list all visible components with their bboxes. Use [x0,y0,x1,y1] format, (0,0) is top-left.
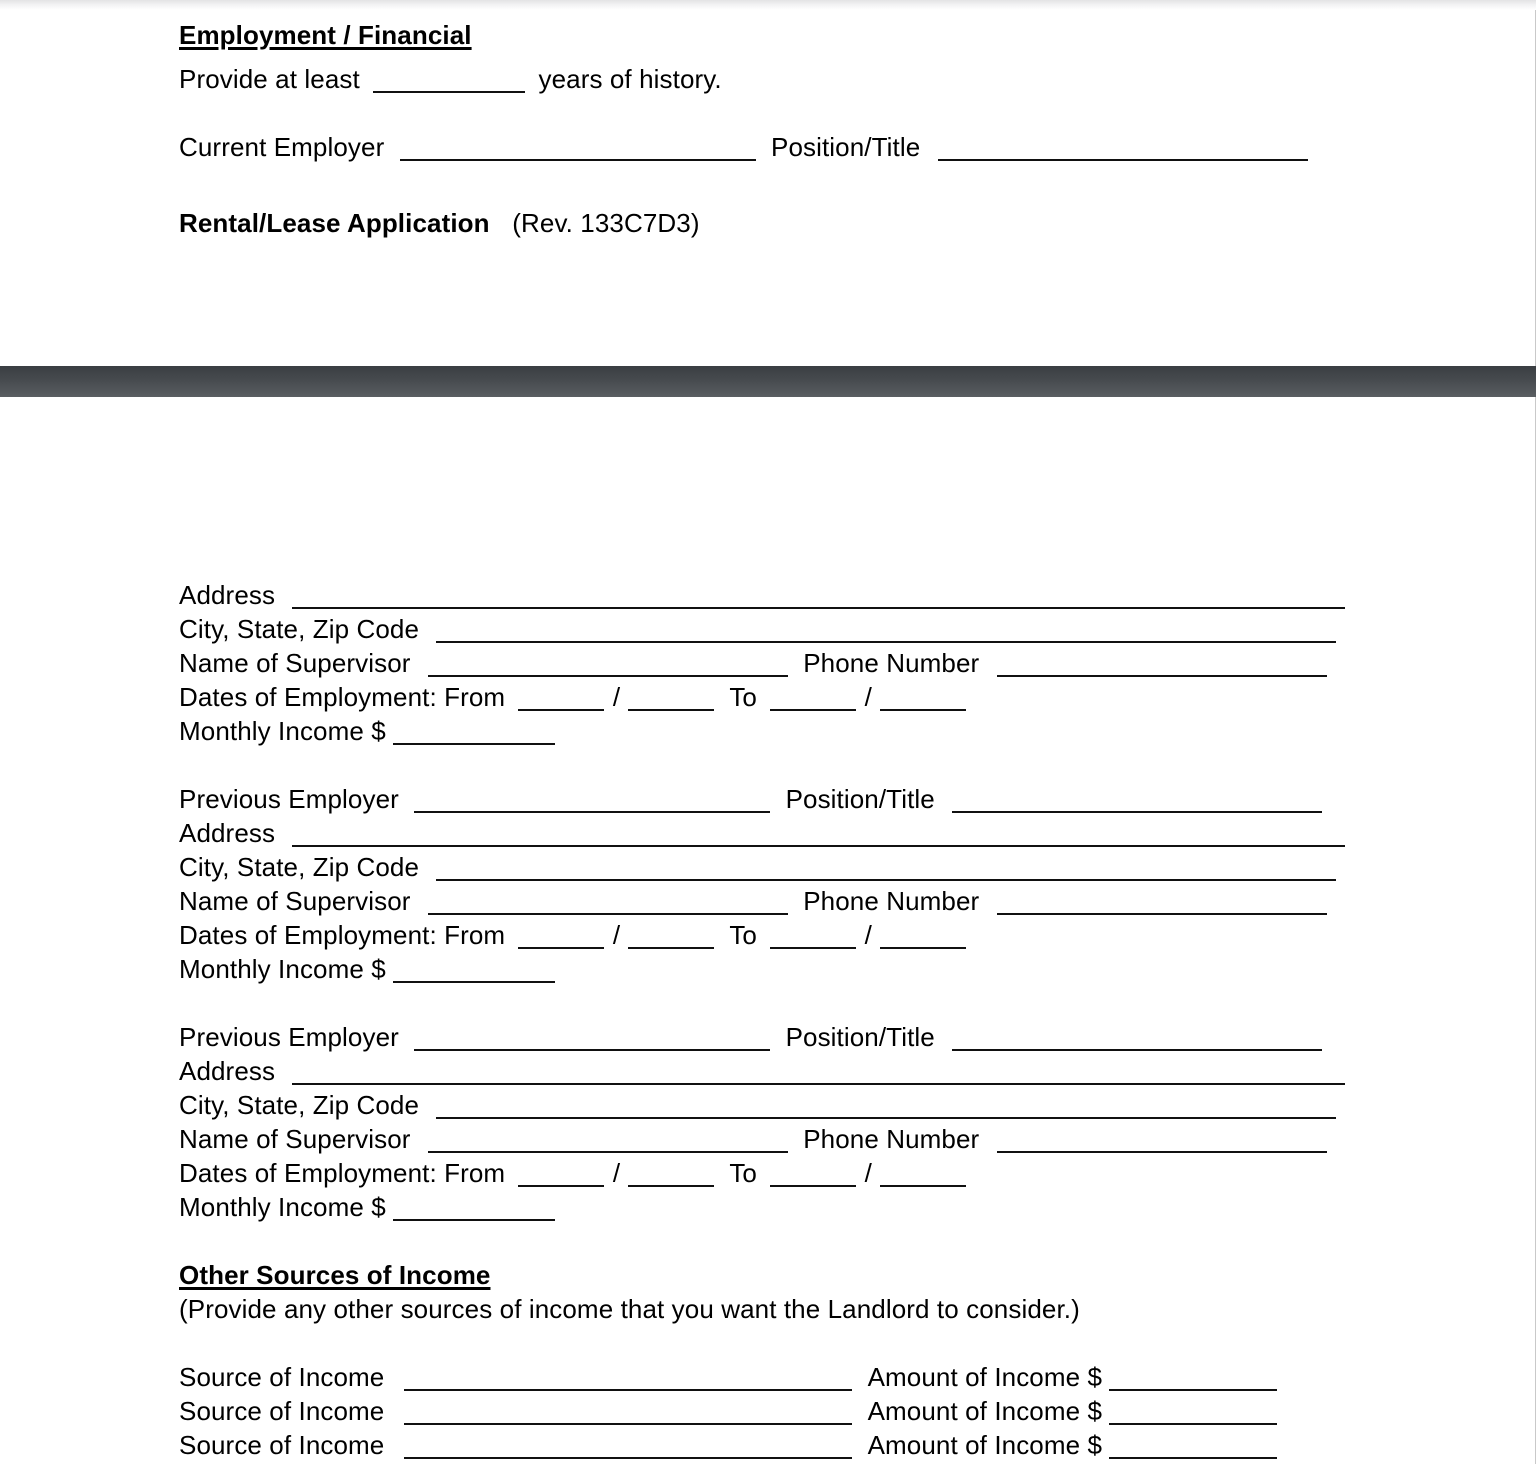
previous-employer-label: Previous Employer [179,784,399,814]
supervisor-blank[interactable] [428,913,788,915]
phone-blank[interactable] [997,1151,1327,1153]
history-prefix-label: Provide at least [179,64,360,94]
city-state-zip-label: City, State, Zip Code [179,1090,420,1120]
block-spacer-2 [179,986,1345,1020]
previous-employer-blank[interactable] [414,1049,770,1051]
employment-history-continued [179,578,1345,1462]
page-top [0,0,1536,366]
section-heading-other-sources-of-income: Other Sources of Income [179,1260,491,1290]
employment-financial-section [179,18,1308,240]
monthly-income-blank[interactable] [393,981,555,983]
source-of-income-row [179,1360,1345,1394]
dates-label: Dates of Employment: From [179,1158,506,1188]
history-suffix-label: years of history. [538,64,722,94]
to-month-blank[interactable] [770,1185,856,1187]
monthly-income-row [179,952,1345,986]
city-state-zip-blank[interactable] [436,879,1336,881]
other-income-heading-row [179,1258,1345,1292]
city-state-zip-row [179,850,1345,884]
from-slash: / [612,1158,621,1188]
address-label: Address [179,580,276,610]
to-slash: / [864,682,872,712]
phone-label: Phone Number [803,648,980,678]
supervisor-label: Name of Supervisor [179,886,411,916]
monthly-income-label: Monthly Income $ [179,716,386,746]
supervisor-label: Name of Supervisor [179,648,411,678]
to-year-blank[interactable] [880,947,966,949]
other-income-spacer [179,1326,1345,1360]
previous-employer-blank[interactable] [414,811,770,813]
from-year-blank[interactable] [628,1185,714,1187]
source-of-income-row [179,1394,1345,1428]
address-blank[interactable] [292,607,1345,609]
current-employer-blank[interactable] [400,159,756,161]
dates-label: Dates of Employment: From [179,682,506,712]
employer-block-previous-2 [179,1020,1345,1224]
to-year-blank[interactable] [880,709,966,711]
position-title-label: Position/Title [785,1022,935,1052]
supervisor-label: Name of Supervisor [179,1124,411,1154]
city-state-zip-row [179,612,1345,646]
amount-of-income-label: Amount of Income $ [867,1362,1103,1392]
amount-of-income-label: Amount of Income $ [867,1396,1103,1426]
source-of-income-blank[interactable] [404,1457,852,1459]
phone-blank[interactable] [997,675,1327,677]
address-row [179,578,1345,612]
supervisor-blank[interactable] [428,1151,788,1153]
phone-label: Phone Number [803,1124,980,1154]
to-slash: / [864,1158,872,1188]
address-blank[interactable] [292,1083,1345,1085]
dates-label: Dates of Employment: From [179,920,506,950]
from-slash: / [612,920,621,950]
position-title-label: Position/Title [785,784,935,814]
other-sources-of-income-section [179,1258,1345,1462]
source-of-income-row [179,1428,1345,1462]
address-label: Address [179,1056,276,1086]
form-title: Rental/Lease Application [179,208,490,238]
to-month-blank[interactable] [770,947,856,949]
page-bottom [0,397,1536,1464]
other-income-instruction: (Provide any other sources of income that you want the Landlord to consider.) [179,1294,1080,1324]
supervisor-row [179,646,1345,680]
previous-employer-label: Previous Employer [179,1022,399,1052]
previous-employer-row [179,782,1345,816]
to-year-blank[interactable] [880,1185,966,1187]
to-month-blank[interactable] [770,709,856,711]
dates-of-employment-row [179,680,1345,714]
city-state-zip-label: City, State, Zip Code [179,614,420,644]
current-employer-row [179,130,1308,172]
from-year-blank[interactable] [628,947,714,949]
dates-of-employment-row [179,918,1345,952]
employer-block-previous-1 [179,782,1345,986]
address-row [179,816,1345,850]
from-month-blank[interactable] [518,709,604,711]
monthly-income-blank[interactable] [393,743,555,745]
dates-of-employment-row [179,1156,1345,1190]
source-of-income-blank[interactable] [404,1423,852,1425]
from-slash: / [612,682,621,712]
years-of-history-blank[interactable] [373,91,525,93]
supervisor-row [179,884,1345,918]
city-state-zip-row [179,1088,1345,1122]
monthly-income-label: Monthly Income $ [179,1192,386,1222]
source-of-income-label: Source of Income [179,1396,385,1426]
other-income-instruction-row [179,1292,1345,1326]
block-spacer-3 [179,1224,1345,1258]
address-row [179,1054,1345,1088]
amount-of-income-label: Amount of Income $ [867,1430,1103,1460]
employer-block-current [179,578,1345,748]
current-employer-label: Current Employer [179,132,385,162]
supervisor-row [179,1122,1345,1156]
monthly-income-label: Monthly Income $ [179,954,386,984]
source-of-income-label: Source of Income [179,1430,385,1460]
phone-blank[interactable] [997,913,1327,915]
source-of-income-blank[interactable] [404,1389,852,1391]
section-heading-employment-financial: Employment / Financial [179,20,472,50]
monthly-income-row [179,1190,1345,1224]
previous-position-title-blank[interactable] [952,811,1322,813]
address-label: Address [179,818,276,848]
position-title-label: Position/Title [771,132,921,162]
dates-to-label: To [729,1158,757,1188]
spacer-row [179,172,1308,206]
dates-to-label: To [729,920,757,950]
from-month-blank[interactable] [518,1185,604,1187]
amount-of-income-blank[interactable] [1109,1423,1277,1425]
to-slash: / [864,920,872,950]
monthly-income-row [179,714,1345,748]
page-separator-band [0,366,1536,397]
form-revision: (Rev. 133C7D3) [512,208,700,238]
source-of-income-label: Source of Income [179,1362,385,1392]
current-position-title-blank[interactable] [938,159,1308,161]
previous-employer-row [179,1020,1345,1054]
from-year-blank[interactable] [628,709,714,711]
city-state-zip-blank[interactable] [436,641,1336,643]
form-title-row [179,206,1308,240]
city-state-zip-label: City, State, Zip Code [179,852,420,882]
dates-to-label: To [729,682,757,712]
from-month-blank[interactable] [518,947,604,949]
address-blank[interactable] [292,845,1345,847]
monthly-income-blank[interactable] [393,1219,555,1221]
amount-of-income-blank[interactable] [1109,1457,1277,1459]
amount-of-income-blank[interactable] [1109,1389,1277,1391]
page-top-shadow [0,0,1536,10]
phone-label: Phone Number [803,886,980,916]
years-of-history-row [179,62,1308,130]
section-heading-row [179,18,1308,62]
block-spacer-1 [179,748,1345,782]
city-state-zip-blank[interactable] [436,1117,1336,1119]
supervisor-blank[interactable] [428,675,788,677]
previous-position-title-blank[interactable] [952,1049,1322,1051]
